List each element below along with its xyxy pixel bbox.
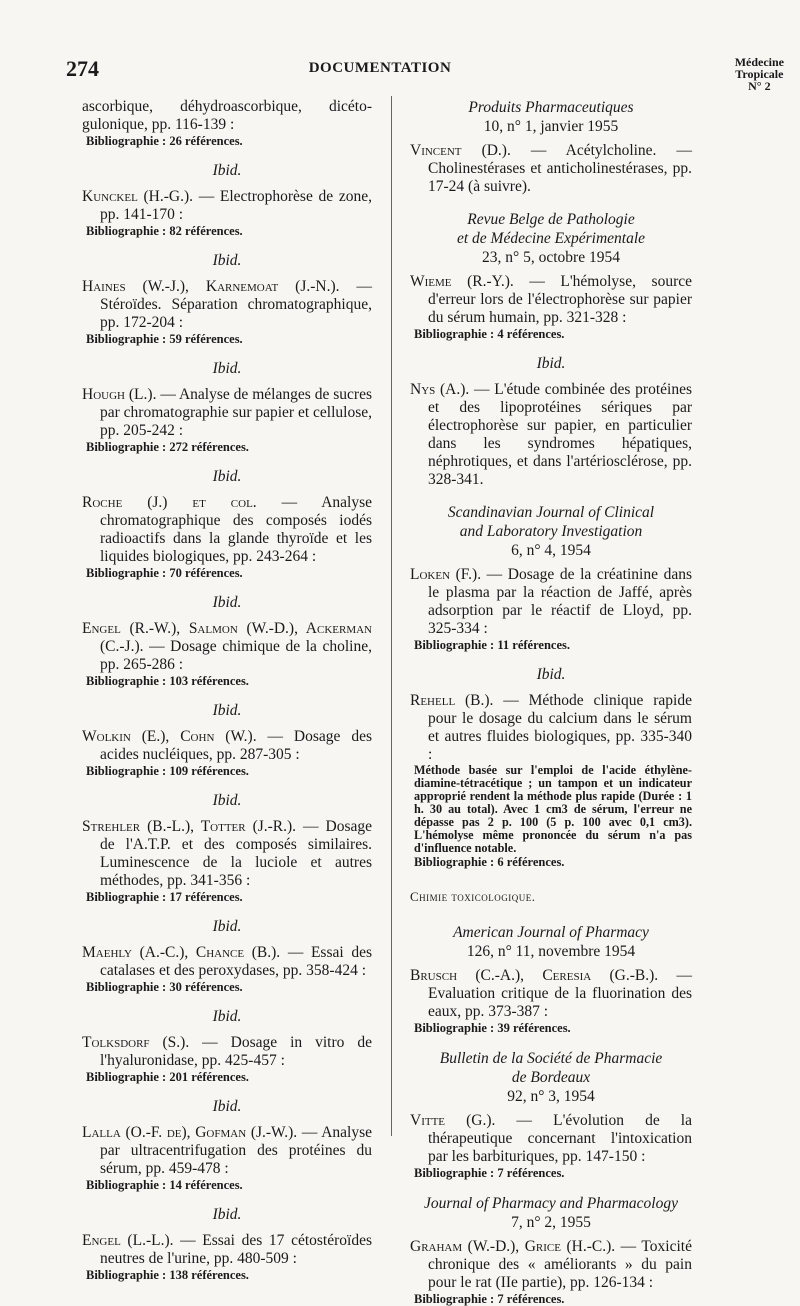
reference-author: Vitte (G.). — [410, 1112, 496, 1129]
bibliography-count: Bibliographie : 103 références. — [86, 674, 249, 688]
reference-author: Rehell (B.). — [410, 692, 494, 709]
source-title: Bulletin de la Société de Pharmacie — [439, 1050, 663, 1067]
bibliography-count: Bibliographie : 7 références. — [414, 1166, 565, 1180]
ibid-heading: Ibid. — [212, 594, 242, 611]
reference-entry — [82, 494, 372, 566]
bibliography-count: Bibliographie : 138 références. — [86, 1268, 249, 1282]
source-title: Produits Pharmaceutiques — [468, 99, 634, 116]
reference-note: Méthode basée sur l'emploi de l'acide éthylène-diamine-tétracétique ; un tampon et un indicateur approprié rendent la méthode plus rapide (Durée : 1 h. 30 au total). Avec 1 cm3 de sérum, l'erreur ne dépasse pas 2 p. 100 (5 p. 100 avec 0,1 cm3). L'hémolyse même prononcée du sérum n'a pas d'influence notable. — [414, 763, 692, 855]
reference-author: Graham (W.-D.), Grice (H.-C.). — [410, 1238, 616, 1255]
reference-author: Loken (F.). — [410, 566, 482, 583]
reference-text: — Essai des 17 cétostéroïdes neutres de l'urine, pp. 480-509 : — [100, 1232, 372, 1267]
reference-author: Haines (W.-J.), Karnemoat (J.-N.). — [82, 278, 340, 295]
reference-text: — Acétylcholine. — Cholinestérases et anticholinestérases, pp. 17-24 (à suivre). — [428, 142, 692, 195]
reference-text: — Evaluation critique de la fluorination des eaux, pp. 373-387 : — [428, 967, 693, 1020]
reference-author: Kunckel (H.-G.). — [82, 188, 193, 205]
reference-entry — [82, 1124, 372, 1178]
bibliography-count: Bibliographie : 30 références. — [86, 980, 243, 994]
source-title: American Journal of Pharmacy — [453, 924, 649, 941]
section-heading: Chimie toxicologique. — [410, 889, 536, 904]
source-title: de Bordeaux — [511, 1069, 591, 1086]
bibliography-count: Bibliographie : 201 références. — [86, 1070, 249, 1084]
reference-entry — [82, 1034, 372, 1070]
bibliography-count: Bibliographie : 70 références. — [86, 566, 243, 580]
ibid-heading: Ibid. — [212, 918, 242, 935]
reference-entry — [410, 967, 692, 1021]
left-column — [82, 98, 372, 1282]
reference-author: Engel (L.-L.). — [82, 1232, 174, 1249]
source-issue: 7, n° 2, 1955 — [511, 1214, 591, 1231]
ibid-heading: Ibid. — [212, 1098, 242, 1115]
reference-author: Maehly (A.-C.), Chance (B.). — [82, 944, 281, 961]
bibliography-count: Bibliographie : 272 références. — [86, 440, 249, 454]
right-column — [410, 98, 692, 1306]
ibid-heading: Ibid. — [212, 252, 242, 269]
ibid-heading: Ibid. — [212, 792, 242, 809]
reference-text: — Analyse de mélanges de sucres par chromatographie sur papier et cellulose, pp. 205-242 : — [100, 386, 373, 439]
bibliography-count: Bibliographie : 26 références. — [86, 134, 243, 148]
ibid-heading: Ibid. — [212, 1008, 242, 1025]
reference-author: Hough (L.). — [82, 386, 157, 403]
reference-entry — [82, 728, 372, 764]
reference-entry — [82, 386, 372, 440]
bibliography-count: Bibliographie : 7 références. — [414, 1292, 565, 1306]
reference-text: — L'hémolyse, source d'erreur lors de l'électrophorèse sur papier du sérum humain, pp. 321-328 : — [428, 273, 693, 326]
reference-text: — Analyse par ultracentrifugation des protéines du sérum, pp. 459-478 : — [100, 1124, 373, 1177]
reference-text: — L'évolution de la thérapeutique concernant l'intoxication par les barbituriques, pp. 147-150 : — [428, 1112, 692, 1165]
reference-entry — [410, 566, 692, 638]
page-header — [0, 0, 800, 100]
reference-entry — [410, 692, 692, 764]
reference-text: — L'étude combinée des protéines et des lipoprotéines sériques par électrophorèse sur papier, en particulier dans les syndromes hépatiques, néphrotiques, et dans l'artériosclérose, pp. 328-341. — [428, 381, 692, 488]
reference-entry — [410, 1112, 692, 1166]
bibliography-count: Bibliographie : 6 références. — [414, 855, 565, 869]
source-title: and Laboratory Investigation — [459, 523, 643, 540]
reference-text: — Dosage de l'A.T.P. et des composés similaires. Luminescence de la luciole et autres méthodes, pp. 341-356 : — [100, 818, 372, 889]
source-issue: 126, n° 11, novembre 1954 — [466, 943, 636, 960]
source-issue: 23, n° 5, octobre 1954 — [482, 249, 620, 266]
running-title: DOCUMENTATION — [308, 60, 452, 76]
reference-author: Brusch (C.-A.), Ceresia (G.-B.). — [410, 967, 659, 984]
bibliography-count: Bibliographie : 109 références. — [86, 764, 249, 778]
reference-entry — [410, 142, 692, 196]
journal-tag-line3: N° 2 — [748, 79, 771, 93]
reference-entry — [82, 278, 372, 332]
bibliography-count: Bibliographie : 39 références. — [414, 1021, 571, 1035]
journal-tag — [735, 56, 784, 92]
reference-author: Engel (R.-W.), Salmon (W.-D.), Ackerman (C.-J.). — [82, 620, 372, 655]
column-divider — [391, 96, 392, 1136]
source-title: Revue Belge de Pathologie — [467, 211, 635, 228]
bibliography-count: Bibliographie : 11 références. — [414, 638, 570, 652]
source-title: Scandinavian Journal of Clinical — [447, 504, 655, 521]
reference-entry — [82, 620, 372, 674]
reference-author: Lalla (O.-F. de), Gofman (J.-W.). — [82, 1124, 298, 1141]
bibliography-count: Bibliographie : 4 références. — [414, 327, 565, 341]
ibid-heading: Ibid. — [536, 355, 566, 372]
bibliography-count: Bibliographie : 14 références. — [86, 1178, 243, 1192]
ibid-heading: Ibid. — [212, 468, 242, 485]
reference-author: Wolkin (E.), Cohn (W.). — [82, 728, 257, 745]
reference-entry — [410, 1238, 692, 1292]
ibid-heading: Ibid. — [212, 702, 242, 719]
ibid-heading: Ibid. — [212, 162, 242, 179]
reference-text: — Analyse chromatographique des composés iodés radioactifs dans la glande thyroïde et les liquides biologiques, pp. 243-264 : — [100, 494, 373, 565]
reference-entry — [82, 818, 372, 890]
source-issue: 6, n° 4, 1954 — [511, 542, 591, 559]
reference-text: — Essai des catalases et des peroxydases, pp. 358-424 : — [100, 944, 372, 979]
bibliography-count: Bibliographie : 17 références. — [86, 890, 243, 904]
journal-tag-line1: Médecine — [734, 55, 784, 69]
reference-entry — [410, 273, 692, 327]
reference-entry — [82, 944, 372, 980]
bibliography-count: Bibliographie : 82 références. — [86, 224, 243, 238]
page-number: 274 — [66, 56, 99, 81]
reference-continued: ascorbique, déhydroascorbique, dicéto-gulonique, pp. 116-139 : — [82, 98, 372, 133]
bibliography-count: Bibliographie : 59 références. — [86, 332, 243, 346]
ibid-heading: Ibid. — [212, 1206, 242, 1223]
reference-author: Tolksdorf (S.). — [82, 1034, 190, 1051]
reference-text: — Méthode clinique rapide pour le dosage du calcium dans le sérum et autres fluides biologiques, pp. 335-340 : — [428, 692, 692, 763]
reference-author: Vincent (D.). — [410, 142, 511, 159]
source-title: Journal of Pharmacy and Pharmacology — [424, 1195, 678, 1212]
reference-text: — Dosage chimique de la choline, pp. 265-286 : — [100, 638, 372, 673]
reference-text: — Dosage de la créatinine dans le plasma par la réaction de Jaffé, après adsorption par le réactif de Lloyd, pp. 325-334 : — [428, 566, 692, 637]
reference-entry — [410, 381, 692, 489]
reference-text: — Stéroïdes. Séparation chromatographique, pp. 172-204 : — [100, 278, 372, 331]
reference-text: — Toxicité chronique des « améliorants » du pain pour le rat (IIe partie), pp. 126-134 : — [428, 1238, 692, 1291]
reference-author: Strehler (B.-L.), Totter (J.-R.). — [82, 818, 297, 835]
reference-text: — Dosage in vitro de l'hyaluronidase, pp. 425-457 : — [100, 1034, 372, 1069]
reference-author: Wieme (R.-Y.). — [410, 273, 514, 290]
reference-author: Roche (J.) et col. — [82, 494, 257, 511]
ibid-heading: Ibid. — [212, 360, 242, 377]
source-issue: 10, n° 1, janvier 1955 — [483, 118, 619, 135]
source-title: et de Médecine Expérimentale — [456, 230, 646, 247]
reference-author: Nys (A.). — [410, 381, 470, 398]
journal-tag-line2: Tropicale — [735, 67, 784, 81]
reference-text: — Dosage des acides nucléiques, pp. 287-305 : — [100, 728, 372, 763]
reference-text: — Electrophorèse de zone, pp. 141-170 : — [100, 188, 372, 223]
source-issue: 92, n° 3, 1954 — [507, 1088, 595, 1105]
reference-entry — [82, 188, 372, 224]
ibid-heading: Ibid. — [536, 666, 566, 683]
reference-entry — [82, 1232, 372, 1268]
